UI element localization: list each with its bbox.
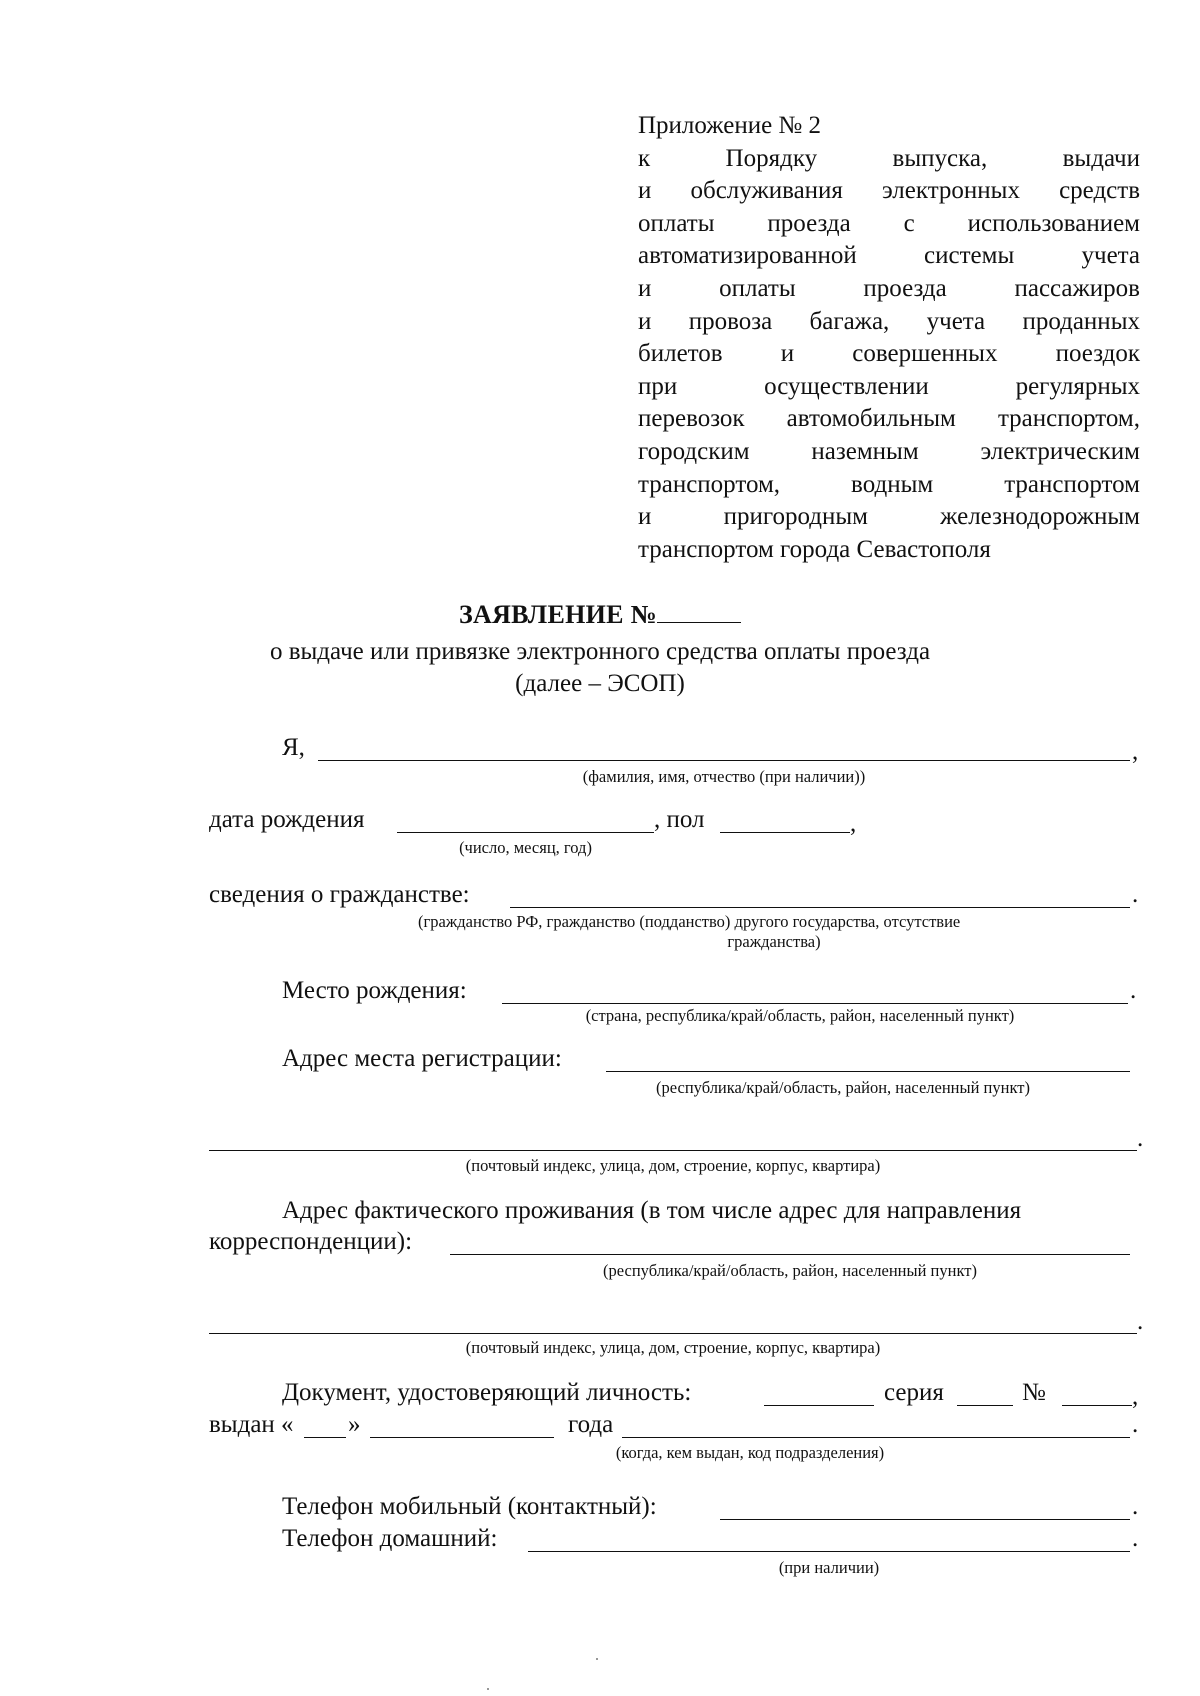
registration-address-hint-1: (республика/край/область, район, населенный пункт) <box>656 1078 1030 1097</box>
birthplace-field[interactable] <box>502 1003 1128 1004</box>
id-number-comma: , <box>1132 1383 1139 1410</box>
home-phone-field[interactable] <box>528 1551 1130 1552</box>
sex-comma: , <box>850 810 857 837</box>
registration-address-label: Адрес места регистрации: <box>282 1045 562 1072</box>
application-title-text: ЗАЯВЛЕНИЕ № <box>458 600 658 629</box>
appendix-line: автоматизированной системы учета <box>638 242 1140 270</box>
mobile-phone-period: . <box>1132 1493 1139 1520</box>
citizenship-hint-2: гражданства) <box>727 932 821 951</box>
actual-address-hint-2: (почтовый индекс, улица, дом, строение, корпус, квартира) <box>465 1338 881 1357</box>
citizenship-label: сведения о гражданстве: <box>209 881 470 908</box>
sex-label: , пол <box>654 806 705 833</box>
home-phone-label: Телефон домашний: <box>282 1525 498 1552</box>
mobile-phone-field[interactable] <box>720 1519 1130 1520</box>
actual-address-period: . <box>1137 1308 1144 1335</box>
appendix-line: и провоза багажа, учета проданных <box>638 307 1140 335</box>
appendix-line: транспортом, водным транспортом <box>638 470 1140 498</box>
name-label: Я, <box>282 734 305 761</box>
birthplace-hint: (страна, республика/край/область, район, населенный пункт) <box>585 1006 1015 1025</box>
appendix-text <box>638 143 1140 567</box>
issued-year-label: года <box>568 1411 614 1438</box>
actual-address-hint-1: (республика/край/область, район, населенный пункт) <box>603 1261 977 1280</box>
issued-month-field[interactable] <box>370 1437 554 1438</box>
citizenship-hint-1: (гражданство РФ, гражданство (подданство) другого государства, отсутствие <box>418 912 961 931</box>
id-series-label: серия <box>884 1379 944 1406</box>
application-title <box>0 598 1200 630</box>
registration-address-field-1[interactable] <box>606 1071 1130 1072</box>
issued-label: выдан « <box>209 1411 294 1438</box>
name-hint: (фамилия, имя, отчество (при наличии)) <box>582 767 866 786</box>
birth-date-field[interactable] <box>397 832 654 833</box>
appendix-line: и пригородным железнодорожным <box>638 503 1140 531</box>
issued-period: . <box>1132 1411 1139 1438</box>
actual-address-field-1[interactable] <box>450 1254 1130 1255</box>
application-number-field[interactable] <box>657 598 741 623</box>
appendix-line: городским наземным электрическим <box>638 437 1140 465</box>
issued-day-field[interactable] <box>304 1437 346 1438</box>
id-document-type-field[interactable] <box>764 1405 874 1406</box>
id-document-label: Документ, удостоверяющий личность: <box>282 1379 692 1406</box>
scan-speck <box>596 1658 598 1660</box>
home-phone-period: . <box>1132 1525 1139 1552</box>
registration-address-period: . <box>1137 1125 1144 1152</box>
application-subtitle-line-1: о выдаче или привязке электронного средства оплаты проезда <box>269 638 931 665</box>
issued-by-field[interactable] <box>622 1437 1130 1438</box>
birthplace-label: Место рождения: <box>282 977 467 1004</box>
scan-speck <box>487 1688 489 1690</box>
citizenship-period: . <box>1132 881 1139 908</box>
appendix-line: оплаты проезда с использованием <box>638 209 1140 237</box>
id-number-label: № <box>1022 1379 1046 1406</box>
issued-hint: (когда, кем выдан, код подразделения) <box>615 1443 885 1462</box>
appendix-line: к Порядку выпуска, выдачи <box>638 144 1140 172</box>
appendix-line: и обслуживания электронных средств <box>638 177 1140 205</box>
name-field[interactable] <box>318 760 1130 761</box>
id-number-field[interactable] <box>1062 1405 1132 1406</box>
appendix-line: при осуществлении регулярных <box>638 372 1140 400</box>
registration-address-hint-2: (почтовый индекс, улица, дом, строение, корпус, квартира) <box>465 1156 881 1175</box>
appendix-line: транспортом города Севастополя <box>638 535 991 563</box>
birth-date-label: дата рождения <box>209 806 365 833</box>
application-subtitle <box>0 636 1200 700</box>
birth-date-hint: (число, месяц, год) <box>459 838 592 857</box>
actual-address-label-1: Адрес фактического проживания (в том числе адрес для направления <box>282 1197 1022 1224</box>
id-series-field[interactable] <box>957 1405 1013 1406</box>
registration-address-field-2[interactable] <box>209 1150 1137 1151</box>
sex-field[interactable] <box>720 832 850 833</box>
mobile-phone-label: Телефон мобильный (контактный): <box>282 1493 657 1520</box>
appendix-heading: Приложение № 2 <box>638 112 822 139</box>
appendix-line: билетов и совершенных поездок <box>638 340 1140 368</box>
birthplace-period: . <box>1130 977 1137 1004</box>
appendix-block <box>638 110 1140 566</box>
application-subtitle-line-2: (далее – ЭСОП) <box>515 670 685 697</box>
home-phone-hint: (при наличии) <box>778 1558 880 1577</box>
actual-address-field-2[interactable] <box>209 1333 1137 1334</box>
actual-address-label-2: корреспонденции): <box>209 1228 413 1255</box>
name-comma: , <box>1132 738 1139 765</box>
citizenship-field[interactable] <box>510 907 1130 908</box>
issued-close-quote: » <box>348 1411 361 1438</box>
appendix-line: и оплаты проезда пассажиров <box>638 274 1140 302</box>
appendix-line: перевозок автомобильным транспортом, <box>638 405 1140 433</box>
